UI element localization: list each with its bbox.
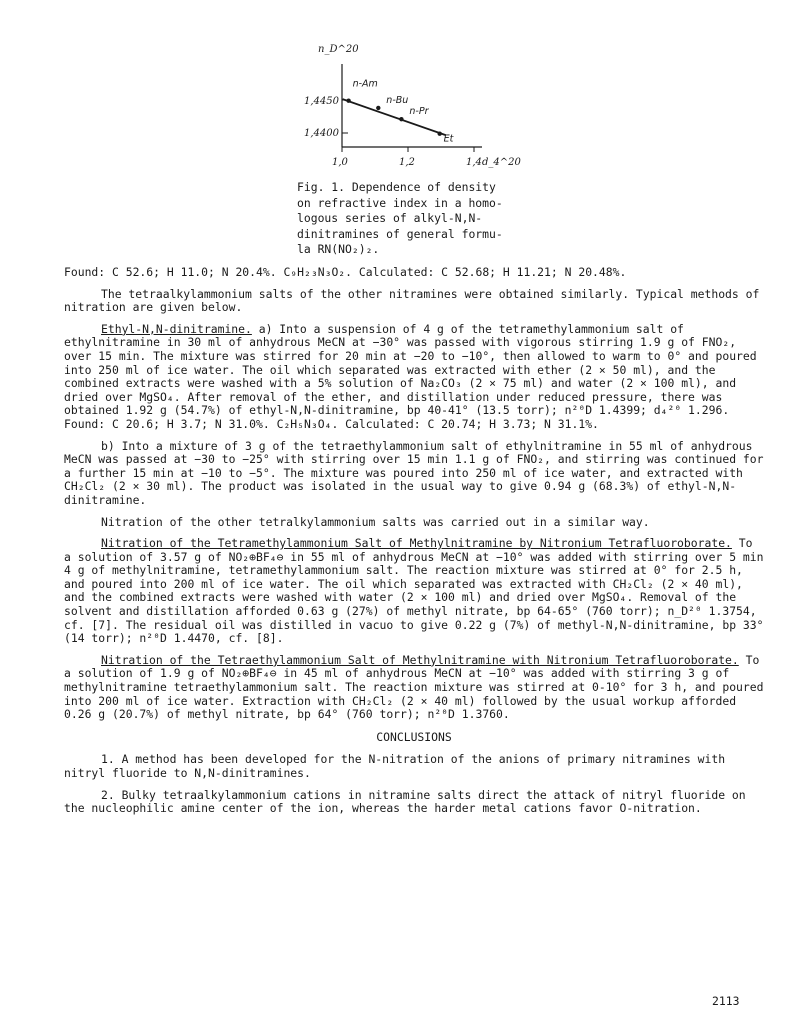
figure-caption: Fig. 1. Dependence of density on refractive index in a homo- logous series of alkyl-N,N- dinitramines of general formu- la RN(NO₂)₂. [297, 180, 503, 257]
x-axis-label: d_4^20 [482, 157, 521, 168]
paragraph-other-salts: Nitration of the other tetralkylammonium salts was carried out in a similar way. [101, 514, 650, 529]
data-point-nbu [376, 106, 380, 110]
methyl-nitration-heading: Nitration of the Tetramethylammonium Salt of Methylnitramine by Nitronium Tetrafluoroborate. [101, 536, 732, 551]
data-point-npr [399, 117, 403, 121]
conclusions-heading: CONCLUSIONS [376, 729, 452, 744]
paragraph-methyl-nitration [64, 537, 764, 646]
ethyl-salt-nitration-text: To a solution of 1.9 g of NO₂⊕BF₄⊖ in 45 ml of anhydrous MeCN at −10° was added with stirring 3 g of methylnitramine tetraethylammonium salt. The reaction mixture was stirred at 0-10° for 3 h, and poured into 200 ml of ice water. Extraction with CH₂Cl₂ (2 × 40 ml) followed by the usual workup afforded 0.26 g (20.7%) of methyl nitrate, bp 64° (760 torr); n²⁰D 1.3760. [64, 652, 764, 722]
point-label-npr: n-Pr [409, 106, 429, 118]
ethyl-salt-nitration-heading: Nitration of the Tetraethylammonium Salt of Methylnitramine with Nitronium Tetrafluoroborate. [101, 652, 739, 667]
x-tick-label-3: 1,4 [466, 157, 482, 168]
x-tick-label-1: 1,0 [332, 157, 348, 168]
y-tick-label-2: 1,4400 [304, 128, 339, 139]
paragraph-ethyl-salt-nitration [64, 654, 764, 722]
figure-1-plot [296, 44, 536, 176]
page-number: 2113 [712, 994, 740, 1008]
paragraph-ethyl-b: b) Into a mixture of 3 g of the tetraethylammonium salt of ethylnitramine in 55 ml of anhydrous MeCN was passed at −30 to −25° with stirring over 15 min 1.1 g of FNO₂, and stirring was continued for a further 15 min at −10 to −5°. The mixture was poured into 250 ml of ice water, and extracted with CH₂Cl₂ (2 × 30 ml). The product was isolated in the usual way to give 0.94 g (68.3%) of ethyl-N,N-dinitramine. [64, 438, 764, 507]
data-point-nam [346, 98, 350, 102]
ethyl-method-a: a) Into a suspension of 4 g of the tetramethylammonium salt of ethylnitramine in 30 ml of anhydrous MeCN at −30° was passed with vigorous stirring 1.9 g of FNO₂, over 15 min. The mixture was stirred for 20 min at −20 to −10°, then allowed to warm to 0° and poured into 250 ml of ice water. The oil which separated was extracted with ether (2 × 50 ml), and the combined extracts were washed with a 5% solution of Na₂CO₃ (2 × 75 ml) and water (2 × 100 ml), and dried over MgSO₄. After removal of the ether, and distillation under reduced pressure, there was obtained 1.92 g (54.7%) of ethyl-N,N-dinitramine, bp 40-41° (13.5 torr); n²⁰D 1.4399; d₄²⁰ 1.296. Found: C 20.6; H 3.7; N 31.0%. C₂H₅N₃O₄. Calculated: C 20.74; H 3.73; N 31.1%. [64, 321, 757, 431]
point-label-nam: n-Am [352, 78, 378, 90]
y-tick-label-1: 1,4450 [304, 96, 339, 107]
found-line: Found: C 52.6; H 11.0; N 20.4%. C₉H₂₃N₃O₂. Calculated: C 52.68; H 11.21; N 20.48%. [64, 265, 627, 279]
conclusion-1: 1. A method has been developed for the N-nitration of the anions of primary nitramines with nitryl fluoride to N,N-dinitramines. [64, 752, 726, 780]
x-tick-label-2: 1,2 [399, 157, 415, 168]
data-marks [343, 79, 455, 145]
y-axis-label: n_D^20 [318, 44, 359, 55]
point-label-et: Et [443, 133, 454, 145]
article-body [64, 266, 764, 824]
figure-1-svg [296, 44, 536, 176]
point-label-nbu: n-Bu [386, 94, 409, 106]
methyl-nitration-text: To a solution of 3.57 g of NO₂⊕BF₄⊖ in 55 ml of anhydrous MeCN at −10° was added with stirring over 5 min 4 g of methylnitramine, tetramethylammonium salt. The reaction mixture was stirred at 0° for 2.5 h, and poured into 200 ml of ice water. The oil which separated was extracted with CH₂Cl₂ (2 × 40 ml), and the combined extracts were washed with water (2 × 100 ml) and dried over MgSO₄. Removal of the solvent and distillation afforded 0.63 g (27%) of methyl nitrate, bp 64-65° (760 torr); n_D²⁰ 1.3754, cf. [7]. The residual oil was distilled in vacuo to give 0.22 g (7%) of methyl-N,N-dinitramine, bp 33° (14 torr); n²⁰D 1.4470, cf. [8]. [64, 536, 764, 646]
conclusion-2: 2. Bulky tetraalkylammonium cations in nitramine salts direct the attack of nitryl fluoride on the nucleophilic amine center of the ion, whereas the harder metal cations favor O-nitration. [64, 787, 746, 816]
paragraph-ethyl-a [64, 323, 764, 432]
paragraph-general: The tetraalkylammonium salts of the other nitramines were obtained similarly. Typical methods of nitration are given below. [64, 286, 760, 315]
data-point-et [437, 131, 441, 135]
ethyl-dinitramine-heading: Ethyl-N,N-dinitramine. [101, 321, 252, 336]
